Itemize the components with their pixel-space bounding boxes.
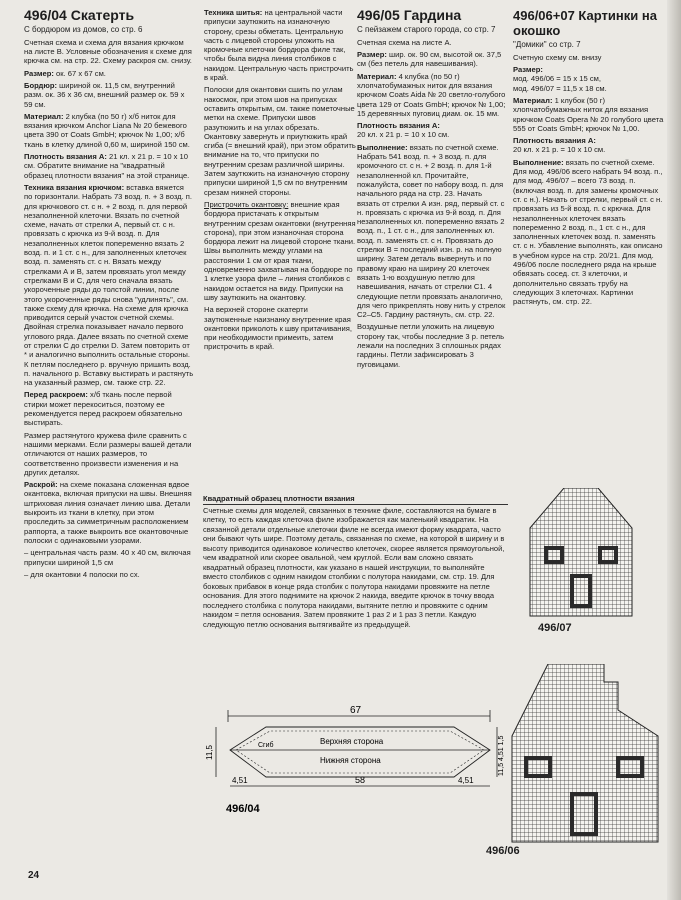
size-text: ок. 67 x 67 см. (56, 68, 106, 78)
size-label-05: Размер: (357, 50, 387, 60)
tech-text: вставка вяжется по горизонтали. Набрать 73 возд. п. + 3 возд. п. для крючкового ст. с н. + 2 возд. п. для первой незаполненной клеточки. Вязать по счетной схеме, начать от стрелки А, первый ст. с н. провязать с крючка из 9-й возд. п. Для незаполненных клеток попеременно вязать 2 возд. п. и 1 ст. с н., для заполненных клеточек возд. п. заменять ст. с н. Вязать между стрелками А и В, затем провязать угол между стрелками В и С, для чего сначала вязать укороченные ряды до толстой линии, после этого укороченные ряды снова "удлинять", см. также схему для крючка. На схеме для крючка приводится серый участок счетной схемы. Двойная стрелка показывает начало первого углового ряда. Далее вязать по счетной схеме от стрелки С до стрелки D. Затем повторить от * и аналогично выполнить остальные стороны. К петлям последнего р. вручную пришить возд. п. начального р. Вставку выстирать и растянуть на указанный размер, см. также стр. 22. (24, 182, 194, 388)
intro-496-04: Счетная схема и схема для вязания крючком на листе B. Условные обозначения к схеме для крючка см. на стр. 22. Схему раскроя см. снизу. (24, 37, 192, 66)
sew-text: на центральной части припуски заутюжить на изнаночную сторону, срезы обметать. Центральную часть с лицевой стороны уложить на кромочные клеточки бордюра филе так, чтобы была видна линия столбиков с накидом. Центральную часть пристрочить в край. (204, 8, 354, 83)
subtitle-496-05: С пейзажем старого города, со стр. 7 (357, 25, 496, 34)
sew-label: Техника шитья: (204, 8, 263, 17)
exec-label-05: Выполнение: (357, 142, 408, 152)
density-label: Плотность вязания А: (24, 152, 107, 162)
dim-67: 67 (350, 705, 362, 716)
chart-496-06 (508, 664, 668, 844)
label-496-04: 496/04 (226, 803, 260, 815)
dim-58: 58 (355, 775, 366, 785)
lower-side-label: Нижняя сторона (320, 756, 381, 765)
raskroy-label: Раскрой: (24, 480, 58, 490)
size-label: Размер: (24, 68, 54, 78)
density-box-text: Счетные схемы для моделей, связанных в технике филе, составляются на бумаге в клетку, то есть каждая клеточка филе изображается как маленький квадратик. На связанной детали отдельные клеточки филе не всегда имеют форму квадрата, часто они бывают чуть шире. Поэтому деталь, связанная по схеме, на которой в ширину и в высоту приводится одинаковое количество клеточек, скорее является прямоугольной, чем квадратной или скорее овальной, чем круглой. Если вам сложно связать квадратный образец плотности, как указано в нашей инструкции, то выполняйте вместо столбиков с одним накидом столбики с полутора накидами, см. стр. 19. Для боковых прибавок в конце ряда столбик с полутора накидами провяжите на петле основания. Для этого поднимите на крючок 2 накида, введите крючок в точку ввода последнего столбика с полутора накидами, вытяните петлю и провяжите с одним накидом = петля основания. Затем провяжите 1 раз 2 и 1 раз 3 петли. Каждую следующую петлю основания вытягивайте из предыдущей. (203, 505, 505, 629)
column-sewing (204, 8, 356, 355)
cutting-diagram (200, 700, 520, 840)
list-item-2: – для окантовки 4 полоски по сх. (24, 569, 140, 579)
dim-vertical: 11,5 4,51 1,5 (498, 735, 505, 776)
size-text-06: мод. 496/06 = 15 x 15 см, (513, 74, 601, 84)
exec-paragraph-2-05: Воздушные петли уложить на лицевую сторону так, чтобы последние 3 р. петель лежали на последних 3 сплошных рядах гардины. Петли зафиксировать 3 пуговицами. (357, 322, 505, 369)
size-label-06: Размер: (513, 65, 543, 75)
material-label-05: Материал: (357, 71, 397, 81)
density-sample-box (203, 494, 508, 629)
page-number: 24 (28, 870, 40, 881)
exec-text-05: вязать по счетной схеме. Набрать 541 возд. п. + 3 возд. п. для кромочного ст. с н. + 2 возд. п. для 1-й незаполненной кл. Прочитайте, пожалуйста, совет по набору возд. п. для начального ряда на стр. 23. Начать вязать от стрелки А изн. ряд, первый ст. с н. провязать с крючка из 9-й возд. п. Для незаполненных кл. попеременно вязать 2 возд. п., 1 ст. с н., для заполненных кл. возд. п. заменять ст. с н. Провязать до стрелки В = последний изн. р. на полную ширину. Затем деталь вывернуть и по правому краю на ширину 20 клеточек вязать 1-ю воздушную петлю для навешивания, начать от стрелки С1. 4 следующие петли провязать аналогично, для чего прикреплять нову нить у стрелок С2–С5. Гардину растянуть, см. стр. 22. (357, 142, 506, 320)
label-496-06: 496/06 (486, 845, 520, 857)
fold-label: Сгиб (258, 742, 274, 749)
cut-label: Перед раскроем: (24, 390, 88, 400)
list-item-1: – центральная часть разм. 40 x 40 см, включая припуски шириной 1,5 см (24, 548, 191, 567)
density-text-05: 20 кл. x 21 р. = 10 x 10 см. (357, 130, 450, 140)
dim-4-51-left: 4,51 (232, 776, 248, 785)
column-curtain (357, 8, 507, 372)
title-496-06-07: 496/06+07 Картинки на окошко (513, 8, 657, 38)
material-text-05: 4 клубка (по 50 г) хлопчатобумажных ниток для вязания крючком Coats Aida № 20 светло-голубого цвета 129 от Coats GmbH; крючок № 1,00; 15 деревянных пуговиц диам. ок. 15 мм. (357, 71, 506, 118)
attach-text: внешние края бордюра пристачать к открытым внутренним срезам окантовки (внутренняя сторона), при этом изнаночная сторона бордюра лежит на лицевой стороне ткани. Швы выполнить между углами на расстоянии 1 см от края ткани, одновременно захватывая на бордюре по 1 клетке узора филе – линия столбиков с накидом остается на виду. Припуски на шву заутюжить на окантовку. (204, 199, 356, 302)
dim-11-5: 11,5 (205, 745, 214, 760)
density-label-05: Плотность вязания А: (357, 121, 440, 131)
chart-496-07 (524, 488, 664, 618)
sew-paragraph-4: На верхней стороне скатерти заутюженные наизнанку внутренние края окантовки приколоть к шву притачивания, при необходимости примеить, затем пристрочить в край. (204, 305, 352, 352)
column-tablecloth (24, 8, 194, 582)
cut-text: х/б ткань после первой стирки может перекоситься, поэтому ее рекомендуется перед раскроем обязательно выстирать. (24, 390, 183, 428)
attach-label: Пристрочить окантовку: (204, 199, 289, 209)
density-text-06: 20 кл. x 21 р. = 10 x 10 см. (513, 145, 606, 155)
material-label: Материал: (24, 111, 64, 121)
size-text-07: мод. 496/07 = 11,5 x 18 см. (513, 83, 607, 93)
border-text: шириной ок. 11,5 см, внутренний разм. ок. 36 x 36 см, внешний размер ок. 59 x 59 см. (24, 80, 185, 109)
tech-label: Техника вязания крючком: (24, 182, 125, 192)
border-label: Бордюр: (24, 80, 58, 90)
material-text: 2 клубка (по 50 г) х/б ниток для вязания крючком Anchor Liana № 20 бежевого цвета 390 от Coats GmbH; крючок № 1,00; х/б ткань в клетку длиной 0,60 м, шириной 150 см. (24, 111, 190, 149)
intro-496-05: Счетная схема на листе A. (357, 37, 452, 47)
size-text-05: шир. ок. 90 см, высотой ок. 37,5 см (без петель для навешивания). (357, 50, 502, 69)
density-text: 21 кл. x 21 р. = 10 x 10 см. Обратите внимание на "квадратный образец плотности вязания" на этой странице. (24, 152, 190, 180)
cut-text-2: Размер растянутого кружева филе сравнить с нашими мерками. Если размеры вашей детали отличаются от наших размеров, то соответственно произвести изменения и на других деталях. (24, 430, 192, 477)
exec-label-06: Выполнение: (513, 157, 564, 167)
density-label-06: Плотность вязания А: (513, 136, 596, 146)
title-496-05: 496/05 Гардина (357, 7, 462, 23)
column-window-pictures (513, 8, 665, 310)
subtitle-496-04: С бордюром из домов, со стр. 6 (24, 25, 143, 34)
raskroy-text: на схеме показана сложенная вдвое окантовка, включая припуски на швы. Внешняя штриховая линия означает линию шва. Детали выкроить из ткани в клетку, при этом проследить за симметричным расположением раппорта, а также выкроить все окантовочные полоски с одинаковыми узорами. (24, 480, 192, 545)
label-496-07: 496/07 (538, 622, 572, 634)
sew-paragraph-2: Полоски для окантовки сшить по углам накосмок, при этом шов на припусках оставить открытым, см. также пометочные метки на схеме. Припуски швов разутюжить и на углах обрезать. Окантовку завернуть и приутюжить край сгиба (= внешний край), при этом обратить внимание на то, что припуски по внутренним срезам различной ширины. Затем заутюжить на изнаночную сторону припуски шириной 1,5 см по внутренним срезам нижней стороны. (204, 85, 356, 197)
material-text-06: 1 клубок (50 г) хлопчатобумажных ниток для вязания крючком Coats Opera № 20 голубого цвета 555 от Coats GmbH; крючок № 1,00. (513, 95, 664, 133)
dim-4-51-right: 4,51 (458, 776, 474, 785)
intro-496-06-07: Счетную схему см. внизу (513, 52, 602, 62)
title-496-04: 496/04 Скатерть (24, 7, 135, 23)
subtitle-496-06-07: "Домики" со стр. 7 (513, 40, 581, 49)
exec-text-06: вязать по счетной схеме. Для мод. 496/06 всего набрать 94 возд. п., для мод. 496/07 – всего 73 возд. п. (включая возд. п. для замены кромочных ст. с н.). Начать от стрелки, первый ст. с н. провязать из 5-й возд. п. с крючка. Для незаполненных клеточек вязать попеременно 2 возд. п., 1 ст. с н., для заполненных клеточек возд. п. заменять ст. с н. Убавление выполнять, как описано в учебном курсе на стр. 20/21. Для мод. 496/06 после последнего ряда на крыше обвязать сосед. ст. 3 клеточки, и дополнительно связать трубу на следующих 3 клеточках. Картинки растянуть, см. стр. 22. (513, 157, 663, 307)
page-binding-shadow (667, 0, 681, 900)
upper-side-label: Верхняя сторона (320, 737, 384, 746)
material-label-06: Материал: (513, 95, 553, 105)
density-box-title: Квадратный образец плотности вязания (203, 494, 508, 505)
